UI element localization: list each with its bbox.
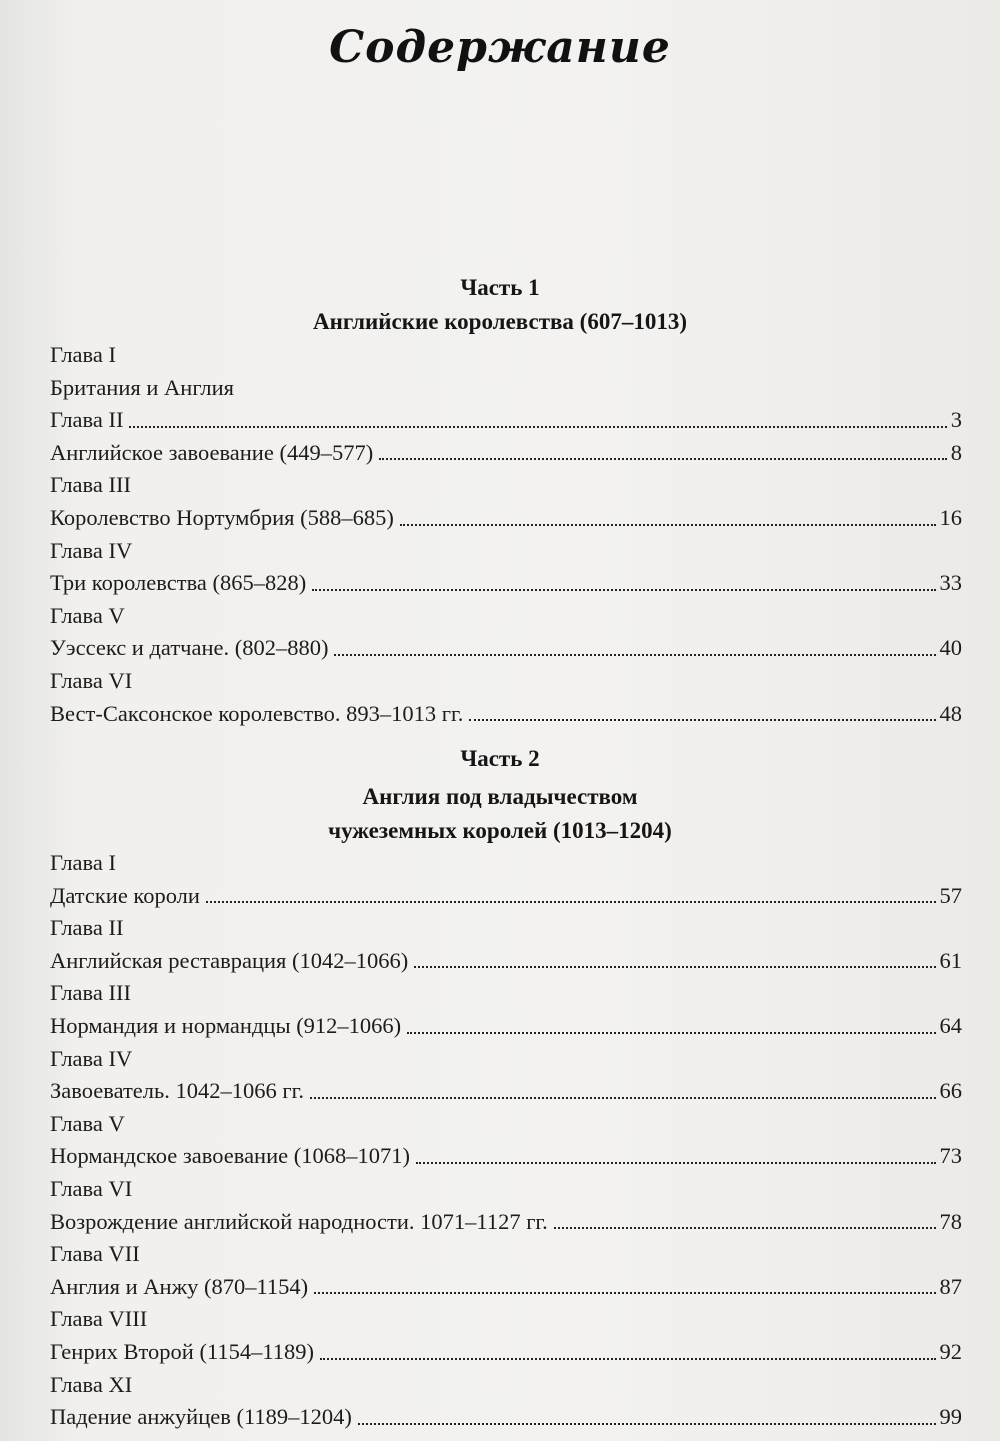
part-1-heading: Английские королевства (607–1013)	[313, 309, 687, 334]
toc-chapter-label: Глава I	[50, 850, 116, 876]
toc-entry[interactable]: Глава II 3	[50, 402, 962, 435]
dot-leader	[407, 1032, 935, 1034]
page-number: 57	[939, 882, 962, 908]
toc-chapter-label: Глава VII	[50, 1241, 140, 1267]
dot-leader	[310, 1097, 936, 1099]
toc-chapter-label: Глава XI	[50, 1371, 133, 1397]
part-1-label: Часть 1	[460, 275, 540, 300]
toc-chapter-label: Глава IV	[50, 1045, 133, 1071]
dot-leader	[400, 524, 936, 526]
toc-chapter-label: Глава VI	[50, 1176, 133, 1202]
toc-chapter-label: Глава III	[50, 472, 131, 498]
page-number: 99	[939, 1404, 962, 1430]
page-number: 78	[939, 1208, 962, 1234]
toc-entry[interactable]: Английское завоевание (449–577) 8	[50, 435, 962, 468]
page-number: 16	[939, 505, 962, 531]
toc-entry[interactable]: Три королевства (865–828) 33	[50, 565, 962, 598]
dot-leader	[469, 719, 935, 721]
toc-chapter-label: Глава VI	[50, 668, 133, 694]
toc-chapter-label: Глава IV	[50, 537, 133, 563]
page-number: 40	[939, 635, 962, 661]
toc-chapter-label: Глава III	[50, 980, 131, 1006]
dot-leader	[416, 1162, 936, 1164]
toc-entry-title: Британия и Англия	[50, 374, 235, 400]
dot-leader	[334, 654, 935, 656]
dot-leader	[379, 458, 947, 460]
toc-entry[interactable]: Падение анжуйцев (1189–1204) 99	[50, 1399, 962, 1432]
part-2-toc	[50, 845, 962, 1432]
part-1-toc	[50, 337, 962, 728]
dot-leader	[358, 1423, 936, 1425]
part-2-label: Часть 2	[460, 746, 540, 771]
page-number: 48	[939, 700, 962, 726]
part-2-heading-line1: Англия под владычеством	[362, 784, 638, 809]
toc-entry[interactable]: Уэссекс и датчане. (802–880) 40	[50, 630, 962, 663]
toc-entry[interactable]: Возрождение английской народности. 1071–1127 гг. 78	[50, 1204, 962, 1237]
dot-leader	[320, 1358, 935, 1360]
toc-chapter-label: Глава V	[50, 1110, 125, 1136]
page-number: 73	[939, 1143, 962, 1169]
part-2-heading-line2: чужеземных королей (1013–1204)	[328, 818, 672, 843]
toc-chapter-label: Глава VIII	[50, 1306, 148, 1332]
page-number: 3	[950, 407, 962, 433]
toc-chapter-label: Глава V	[50, 602, 125, 628]
toc-entry[interactable]: Англия и Анжу (870–1154) 87	[50, 1269, 962, 1302]
toc-chapter-label: Глава I	[50, 342, 116, 368]
page-number: 87	[939, 1273, 962, 1299]
page-number: 64	[939, 1013, 962, 1039]
dot-leader	[129, 426, 946, 428]
toc-entry[interactable]: Завоеватель. 1042–1066 гг. 66	[50, 1073, 962, 1106]
toc-entry[interactable]: Датские короли 57	[50, 878, 962, 911]
toc-entry[interactable]: Английская реставрация (1042–1066) 61	[50, 943, 962, 976]
toc-entry[interactable]: Генрих Второй (1154–1189) 92	[50, 1334, 962, 1367]
dot-leader	[206, 901, 936, 903]
page-number: 66	[939, 1078, 962, 1104]
page-number: 92	[939, 1339, 962, 1364]
page-title: Содержание	[329, 22, 671, 73]
page-number: 33	[939, 570, 962, 596]
toc-entry[interactable]: Королевство Нортумбрия (588–685) 16	[50, 500, 962, 533]
dot-leader	[312, 589, 935, 591]
toc-entry[interactable]: Вест-Саксонское королевство. 893–1013 гг. 48	[50, 696, 962, 729]
page-number: 8	[950, 439, 962, 465]
dot-leader	[554, 1227, 936, 1229]
page-number: 61	[939, 947, 962, 973]
dot-leader	[314, 1292, 935, 1294]
toc-chapter-label: Глава II	[50, 915, 124, 941]
dot-leader	[414, 966, 935, 968]
toc-entry[interactable]: Нормандия и нормандцы (912–1066) 64	[50, 1008, 962, 1041]
toc-entry[interactable]: Нормандское завоевание (1068–1071) 73	[50, 1138, 962, 1171]
